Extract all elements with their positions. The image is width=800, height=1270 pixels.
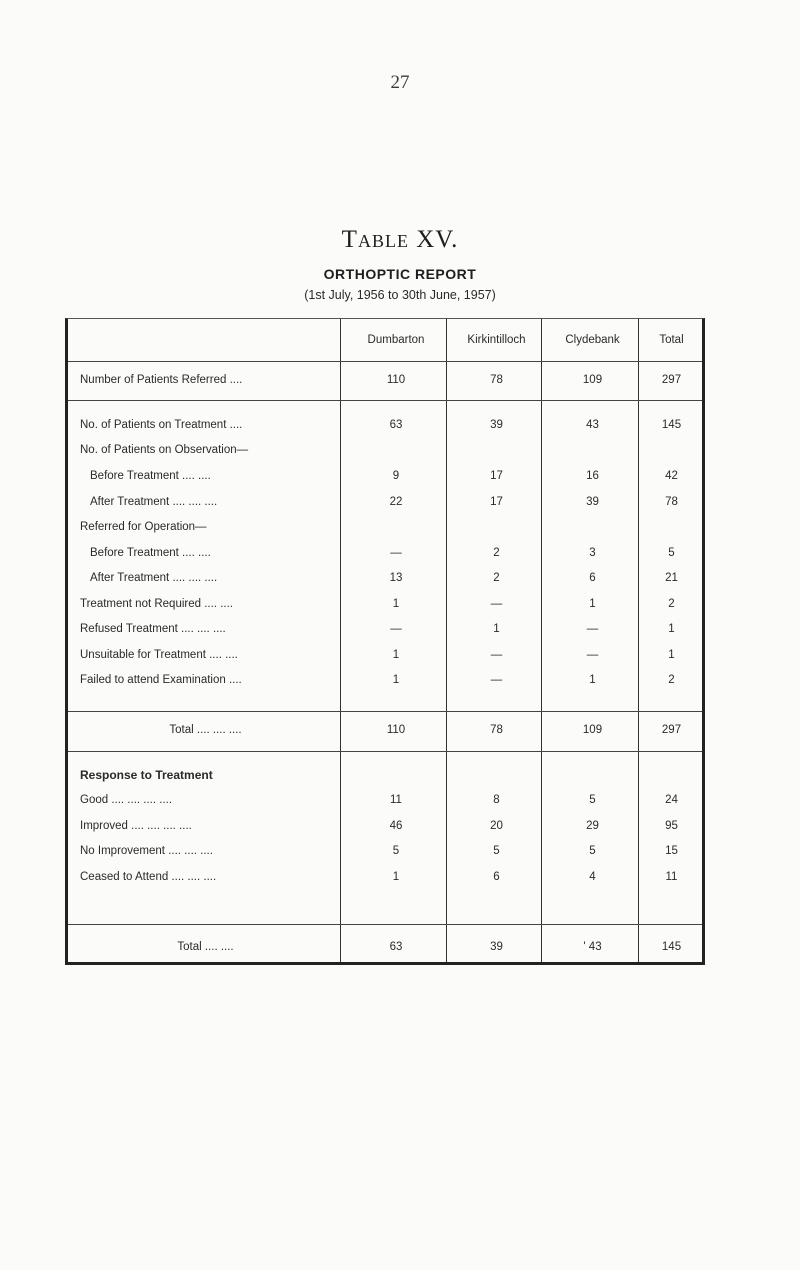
cell-dumbarton: 63 xyxy=(389,941,403,953)
column-header-clydebank: Clydebank xyxy=(565,334,620,346)
cell-clydebank: 6 xyxy=(589,572,596,584)
cell-dumbarton: 110 xyxy=(386,724,406,736)
table-row xyxy=(68,493,702,511)
cell-dumbarton: 11 xyxy=(390,794,402,806)
row-heading: Referred for Operation— xyxy=(80,521,207,533)
cell-clydebank: — xyxy=(586,623,599,635)
cell-total: 11 xyxy=(665,871,678,883)
row-heading: No. of Patients on Observation— xyxy=(80,444,249,456)
table-row xyxy=(68,620,702,638)
cell-kirkintilloch: 6 xyxy=(493,871,500,883)
cell-kirkintilloch: — xyxy=(490,649,503,661)
row-label: Failed to attend Examination .... xyxy=(80,674,242,686)
cell-total: 297 xyxy=(661,724,682,736)
row-label: No. of Patients on Treatment .... xyxy=(80,419,243,431)
report-period: (1st July, 1956 to 30th June, 1957) xyxy=(304,288,496,302)
cell-clydebank: 3 xyxy=(589,547,596,559)
cell-dumbarton: 22 xyxy=(389,496,403,508)
cell-kirkintilloch: 17 xyxy=(490,496,503,508)
cell-total: 145 xyxy=(661,941,682,953)
orthoptic-table xyxy=(65,318,705,965)
cell-clydebank: 5 xyxy=(589,845,596,857)
section-divider xyxy=(68,361,702,362)
column-header-total: Total xyxy=(659,334,684,346)
cell-total: 2 xyxy=(668,598,675,610)
cell-dumbarton: — xyxy=(390,547,402,559)
row-label: No Improvement .... .... .... xyxy=(80,845,213,857)
table-row xyxy=(68,671,702,689)
section-divider xyxy=(68,924,702,925)
table-row-total xyxy=(68,721,702,739)
table-row xyxy=(68,868,702,886)
report-title: ORTHOPTIC REPORT xyxy=(323,266,477,282)
row-label: After Treatment .... .... .... xyxy=(90,496,218,508)
row-label: Improved .... .... .... .... xyxy=(80,820,192,832)
cell-clydebank: 43 xyxy=(586,419,599,431)
table-row-heading xyxy=(68,518,702,536)
table-row xyxy=(68,544,702,562)
cell-total: 5 xyxy=(668,547,675,559)
cell-kirkintilloch: 39 xyxy=(490,419,503,431)
table-row xyxy=(68,646,702,664)
cell-clydebank: 16 xyxy=(586,470,599,482)
row-label: Unsuitable for Treatment .... .... xyxy=(80,649,238,661)
table-row-total xyxy=(68,938,702,956)
row-label: Ceased to Attend .... .... .... xyxy=(80,871,217,883)
cell-total: 145 xyxy=(661,419,682,431)
row-label: Treatment not Required .... .... xyxy=(80,598,233,610)
row-label: Before Treatment .... .... xyxy=(90,470,211,482)
table-row xyxy=(68,842,702,860)
cell-total: 1 xyxy=(668,649,675,661)
cell-kirkintilloch: 8 xyxy=(493,794,500,806)
cell-dumbarton: 1 xyxy=(392,674,400,686)
cell-dumbarton: 9 xyxy=(392,470,400,482)
table-row xyxy=(68,595,702,613)
page-number: 27 xyxy=(390,72,410,93)
cell-total: 42 xyxy=(665,470,678,482)
column-header-kirkintilloch: Kirkintilloch xyxy=(467,334,526,346)
cell-kirkintilloch: 2 xyxy=(493,547,500,559)
cell-dumbarton: 110 xyxy=(386,374,406,386)
cell-clydebank: ' 43 xyxy=(583,941,602,953)
cell-clydebank: 109 xyxy=(582,724,603,736)
table-header xyxy=(68,331,702,349)
row-label: Refused Treatment .... .... .... xyxy=(80,623,226,635)
row-label: Total .... .... .... xyxy=(169,724,242,736)
row-label: Total .... .... xyxy=(177,941,234,953)
cell-kirkintilloch: 78 xyxy=(490,374,503,386)
table-row xyxy=(68,569,702,587)
cell-dumbarton: 63 xyxy=(389,419,403,431)
cell-clydebank: 109 xyxy=(582,374,603,386)
cell-clydebank: 4 xyxy=(589,871,596,883)
cell-kirkintilloch: 17 xyxy=(490,470,503,482)
row-label: Good .... .... .... .... xyxy=(80,794,173,806)
cell-total: 15 xyxy=(665,845,678,857)
cell-clydebank: — xyxy=(586,649,599,661)
section-divider xyxy=(68,400,702,401)
table-row xyxy=(68,371,702,389)
cell-dumbarton: 1 xyxy=(392,871,400,883)
cell-dumbarton: — xyxy=(390,623,402,635)
column-header-dumbarton: Dumbarton xyxy=(367,334,425,346)
cell-dumbarton: 13 xyxy=(389,572,403,584)
cell-kirkintilloch: 5 xyxy=(493,845,500,857)
cell-kirkintilloch: 78 xyxy=(490,724,503,736)
cell-kirkintilloch: 2 xyxy=(493,572,500,584)
cell-total: 78 xyxy=(665,496,678,508)
row-heading: Response to Treatment xyxy=(80,768,213,782)
cell-dumbarton: 46 xyxy=(389,820,403,832)
table-row-heading xyxy=(68,441,702,459)
cell-dumbarton: 1 xyxy=(392,649,400,661)
cell-total: 95 xyxy=(665,820,678,832)
table-row xyxy=(68,416,702,434)
section-divider xyxy=(68,751,702,752)
cell-kirkintilloch: 39 xyxy=(490,941,503,953)
table-row xyxy=(68,467,702,485)
cell-clydebank: 1 xyxy=(589,674,596,686)
table-row xyxy=(68,817,702,835)
cell-total: 297 xyxy=(661,374,682,386)
table-row-heading xyxy=(68,766,702,784)
cell-kirkintilloch: — xyxy=(490,598,503,610)
cell-dumbarton: 1 xyxy=(392,598,400,610)
section-divider xyxy=(68,711,702,712)
cell-clydebank: 5 xyxy=(589,794,596,806)
table-title: Table XV. xyxy=(341,226,459,253)
cell-total: 2 xyxy=(668,674,675,686)
row-label: After Treatment .... .... .... xyxy=(90,572,218,584)
cell-clydebank: 29 xyxy=(586,820,599,832)
table-row xyxy=(68,791,702,809)
cell-dumbarton: 5 xyxy=(392,845,400,857)
cell-total: 1 xyxy=(668,623,675,635)
cell-clydebank: 1 xyxy=(589,598,596,610)
cell-kirkintilloch: 20 xyxy=(490,820,503,832)
cell-total: 21 xyxy=(665,572,678,584)
cell-clydebank: 39 xyxy=(586,496,599,508)
cell-total: 24 xyxy=(665,794,678,806)
row-label: Before Treatment .... .... xyxy=(90,547,211,559)
row-label: Number of Patients Referred .... xyxy=(80,374,243,386)
cell-kirkintilloch: 1 xyxy=(493,623,500,635)
cell-kirkintilloch: — xyxy=(490,674,503,686)
